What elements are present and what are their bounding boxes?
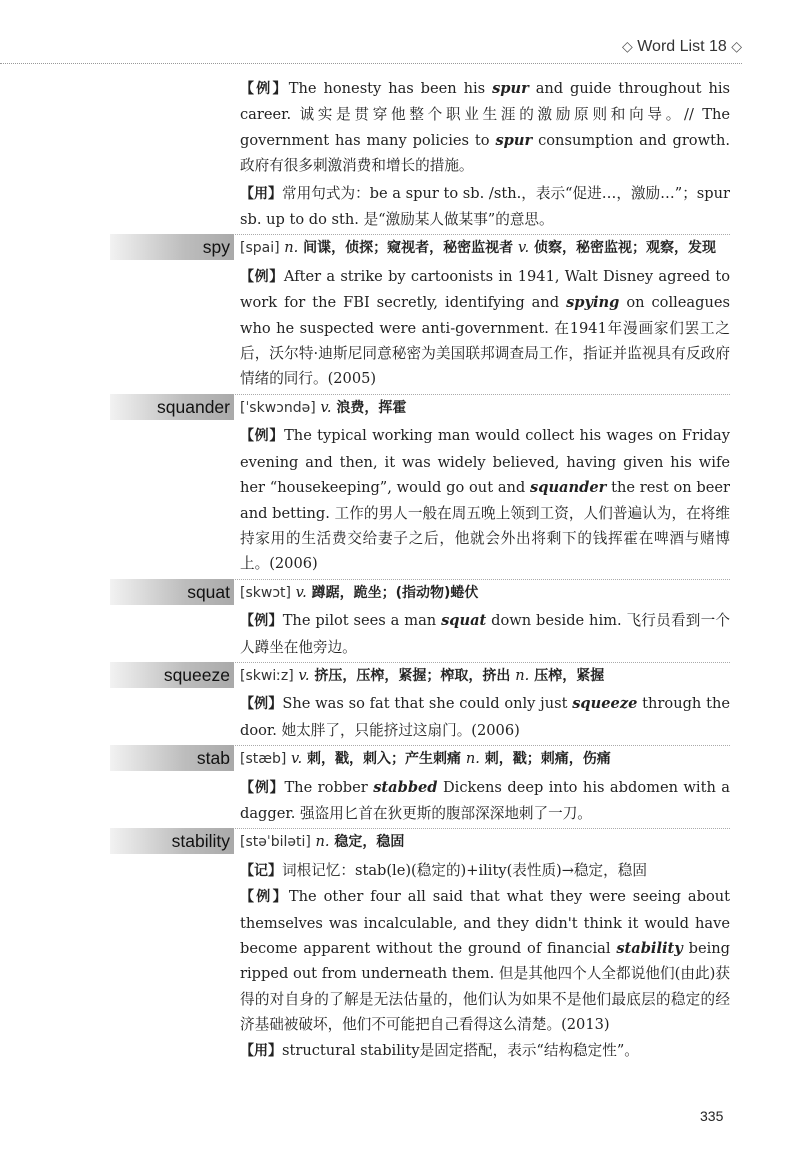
definition: [spai] n. 间谍，侦探；窥视者，秘密监视者 v. 侦察，秘密监视；观察，发现 (240, 239, 717, 257)
example: 【例】The robber stabbed Dickens deep into his abdomen with a dagger. 强盗用匕首在狄更斯的腹部深深地刺了一刀。 (240, 778, 731, 822)
example: 【例】The typical working man would collect his wages on Friday evening and then, it was widely believed, having given his wife her “housekeeping”, would go out and squander the rest on beer and betting. 工作的男人一般在周五晚上领到工资，人们普遍认为，在将维持家用的生活费交给妻子之后，他就会外出将剩下的钱挥霍在啤酒与赌博上。(2006) (240, 427, 730, 573)
definition: [skwɔt] v. 蹲踞，跪坐；(指动物)蜷伏 (240, 583, 479, 601)
page-number: 335 (700, 1108, 724, 1124)
entry-stab (0, 745, 800, 826)
headword: spy (110, 234, 234, 260)
headword: stab (110, 745, 234, 771)
headword: squander (110, 394, 234, 420)
definition: [skwiːz] v. 挤压，压榨，紧握；榨取，挤出 n. 压榨，紧握 (240, 666, 605, 684)
definition: [stəˈbiləti] n. 稳定，稳固 (240, 833, 405, 851)
headword: squeeze (110, 662, 234, 688)
example: 【例】The other four all said that what they were seeing about themselves was incalculable, and they didn't think it would have become apparent without the ground of financial stability being ripped out from underneath them. 但是其他四个人全都说他们(由此)获得的对自身的了解是无法估量的，他们认为如果不是他们最底层的稳定的经济基础被破坏，他们不可能把自己看得这么清楚。(2013) (240, 888, 731, 1034)
headword: stability (110, 828, 234, 854)
example: 【例】The pilot sees a man squat down beside him. 飞行员看到一个人蹲坐在他旁边。 (240, 612, 731, 656)
entry-stability (0, 828, 800, 1064)
example: 【例】After a strike by cartoonists in 1941, Walt Disney agreed to work for the FBI secretly, identifying and spying on colleagues who he suspected were anti-government. 在1941年漫画家们罢工之后，沃尔特·迪斯尼同意秘密为美国联邦调查局工作，指证并监视具有反政府情绪的同行。(2005) (240, 267, 730, 388)
definition: [ˈskwɔndə] v. 浪费，挥霍 (240, 398, 407, 416)
entry-squander (0, 394, 800, 577)
header-divider (0, 63, 742, 64)
headword: squat (110, 579, 234, 605)
word-list-title: Word List 18 (637, 38, 727, 55)
example: 【例】She was so fat that she could only just squeeze through the door. 她太胖了，只能挤过这扇门。(2006) (240, 695, 730, 739)
page-header (0, 38, 742, 56)
spur-usage: 【用】常用句式为：be a spur to sb. /sth.，表示“促进…，激励…”；spur sb. up to do sth. 是“激励某人做某事”的意思。 (240, 184, 731, 229)
definition: [stæb] v. 刺，戳，刺入；产生刺痛 n. 刺，戳；刺痛，伤痛 (240, 750, 611, 768)
entry-spy (0, 234, 800, 391)
entry-squeeze (0, 662, 800, 743)
spur-example: 【例】The honesty has been his spur and guide throughout his career. 诚实是贯穿他整个职业生涯的激励原则和向导。// The government has many policies to spur consumption and growth. 政府有很多刺激消费和增长的措施。 (240, 80, 731, 175)
diamond-icon: ◇ (731, 38, 742, 54)
entry-squat (0, 579, 800, 660)
usage-note: 【用】structural stability是固定搭配，表示“结构稳定性”。 (240, 1041, 639, 1059)
page-content (0, 76, 800, 1064)
diamond-icon: ◇ (622, 38, 633, 54)
memory-note: 【记】词根记忆：stab(le)(稳定的)+ility(表性质)→稳定，稳固 (240, 861, 647, 879)
